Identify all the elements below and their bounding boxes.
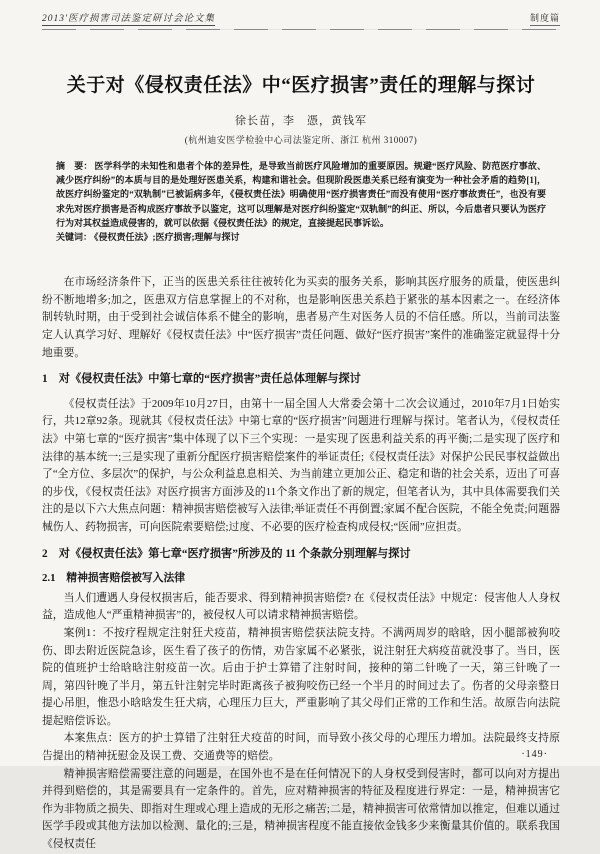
page-header [42, 10, 560, 26]
body-text [42, 274, 560, 853]
section-heading: 2 对《侵权责任法》第七章“医疗损害”所涉及的 11 个条款分别理解与探讨 [42, 547, 411, 560]
body-paragraph: 当人们遭遇人身侵权损害后，能否要求、得到精神损害赔偿? 在《侵权责任法》中规定：侵害他人人身权益，造成他人“严重精神损害”的，被侵权人可以请求精神损害赔偿。 [42, 591, 560, 622]
body-paragraph: 《侵权责任法》于2009年10月27日，由第十一届全国人大常委会第十二次会议通过，2010年7月1日始实行，共12章92条。现就其《侵权责任法》中第七章的“医疗损害”问题进行理解与探讨。笔者认为，《侵权责任法》中第七章的“医疗损害”集中体现了以下三个实现：一是实现了医患利益关系的再平衡;二是实现了医疗和法律的基本统一;三是实现了重新分配医疗损害赔偿案件的举证责任;《侵权责任法》对保护公民民事权益做出了“全方位、多层次”的保护，与公众利益息息相关、为当前建立更加公正、稳定和谐的社会关系，迈出了可喜的步伐，《侵权责任法》对医疗损害方面涉及的11个条文作出了新的规定，但笔者认为，其中具体需要我们关注的是以下六大焦点问题：精神损害赔偿被写入法律;举证责任不再倒置;家属不配合医院，不能全免责;问题器械伤人、药物损害，可向医院索要赔偿;过度、不必要的医疗检查构成侵权;“医闹”应担责。 [42, 397, 560, 533]
section-heading: 2.1 精神损害赔偿被写入法律 [42, 572, 186, 585]
abstract-block [56, 159, 546, 244]
paper-title: 关于对《侵权责任法》中“医疗损害”责任的理解与探讨 [66, 75, 536, 96]
keywords-label: 关键词： [56, 232, 93, 243]
abstract-paragraph [56, 159, 546, 230]
header-rule [42, 29, 560, 30]
abstract-label: 摘 要： [56, 161, 93, 171]
abstract-text: 医学科学的未知性和患者个体的差异性，是导致当前医疗风险增加的重要原因。规避“医疗风险、防范医疗事故、减少医疗纠纷”的本质与目的是处理好医患关系，构建和谐社会。但现阶段医患关系已经有演变为一种社会矛盾的趋势[1]，故医疗纠纷鉴定的“双轨制”已被诟病多年，《侵权责任法》明确使用“医疗损害责任”而没有使用“医疗事故责任”，也没有要求先对医疗损害是否构成医疗事故予以鉴定，这可以理解是对医疗纠纷鉴定“双轨制”的纠正、所以，今后患者只要认为医疗行为对其权益造成侵害的，就可以依据《侵权责任法》的规定，直接提起民事诉讼。 [56, 161, 546, 228]
header-section-label: 制度篇 [530, 11, 560, 26]
authors-line: 徐长苗，李 憑，黄钱军 [235, 115, 367, 127]
section-heading: 1 对《侵权责任法》中第七章的“医疗损害”责任总体理解与探讨 [42, 373, 361, 386]
keywords-line [56, 230, 546, 244]
body-paragraph: 精神损害赔偿需要注意的问题是，在国外也不是在任何情况下的人身权受到侵害时，都可以向对方提出并得到赔偿的，其是需要具有一定条件的。首先，应对精神损害的特征及程度进行界定：一是，精神损害它作为非物质之损失、即指对生理或心理上造成的无形之痛苦;二是，精神损害可依常情加以推定，但难以通过医学手段或其他方法加以检测、量化的;三是，精神损害程度不能直接依金钱多少来衡量其价值的。联系我国《侵权责任 [42, 767, 560, 851]
affiliation-line: (杭州迪安医学检验中心司法鉴定所、浙江 杭州 310007) [184, 135, 418, 145]
header-proceedings-title: 2013'医疗损害司法鉴定研讨会论文集 [42, 10, 215, 26]
keywords-text: 《侵权责任法》;医疗损害;理解与探讨 [94, 232, 240, 243]
page-number: ·149· [521, 749, 548, 760]
body-paragraph: 在市场经济条件下，正当的医患关系往往被转化为买卖的服务关系，影响其医疗服务的质量，使医患纠纷不断地增多;加之，医患双方信息掌握上的不对称，也是影响医患关系趋于紧张的基本因素之一。在经济体制转轨时期，由于受到社会诚信体系不健全的影响，患者易产生对医务人员的不信任感。所以，当前司法鉴定人认真学习好、理解好《侵权责任法》中“医疗损害”责任问题、做好“医疗损害”案件的准确鉴定就显得十分地重要。 [42, 276, 560, 359]
body-paragraph: 案例1：不按疗程规定注射狂犬疫苗，精神损害赔偿获法院支持。不满两周岁的晗晗，因小腿部被狗咬伤、即去附近医院急诊，医生看了孩子的伤情，劝告家属不必紧张，说注射狂犬病疫苗就没事了。当日，医院的值班护士给晗晗注射疫苗一次。后由于护士算错了注射时间，接种的第二针晚了一天，第三针晚了一周，第四针晚了半月，第五针注射完毕时距离孩子被狗咬伤已经一个半月的时间过去了。伤者的父母亲整日提心吊胆，惟恐小晗晗发生狂犬病，心理压力巨大，严重影响了其父母们正常的工作和生活。故原告向法院提起赔偿诉讼。 [42, 626, 560, 727]
body-paragraph: 本案焦点：医方的护士算错了注射狂犬疫苗的时间，而导致小孩父母的心理压力增加。法院最终支持原告提出的精神抚慰金及误工费、交通费等的赔偿。 [42, 732, 560, 763]
